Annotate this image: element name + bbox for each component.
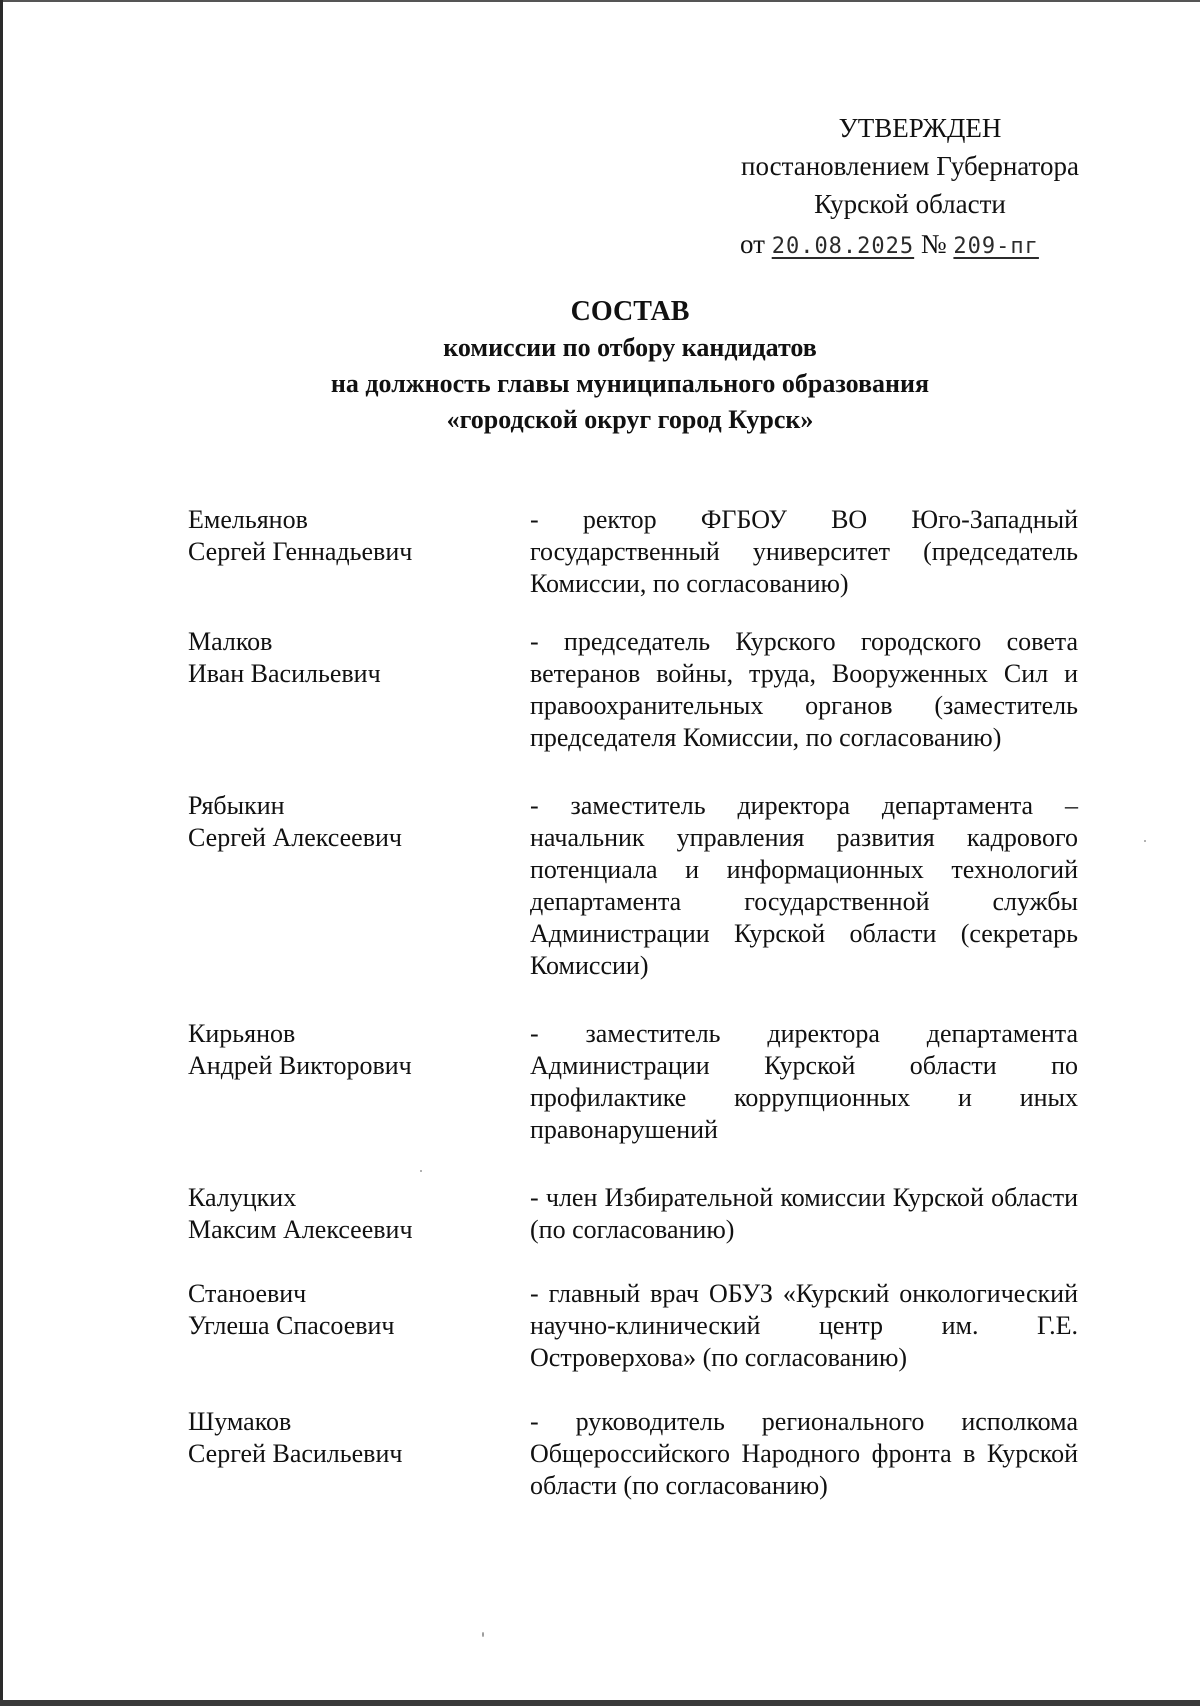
member-given-name: Сергей Васильевич: [188, 1439, 403, 1468]
scan-edge-top: [0, 0, 1200, 2]
member-given-name: Андрей Викторович: [188, 1051, 412, 1080]
scan-speck: [1144, 840, 1146, 842]
member-name: [188, 1018, 508, 1082]
member-surname: Малков: [188, 627, 273, 656]
scan-edge-bottom: [0, 1700, 1200, 1706]
member-given-name: Сергей Алексеевич: [188, 823, 402, 852]
approval-date-line: [740, 228, 1120, 263]
member-surname: Емельянов: [188, 505, 308, 534]
number-prefix: №: [920, 229, 947, 259]
member-role: - заместитель директора департамента – начальник управления развития кадрового потенциала и информационных технологий департамента государственной службы Администрации Курской области (секретарь Комиссии): [530, 791, 1078, 980]
member-role: - главный врач ОБУЗ «Курский онкологический научно-клинический центр им. Г.Е. Островерхова» (по согласованию): [530, 1279, 1078, 1372]
member-surname: Кирьянов: [188, 1019, 296, 1048]
document-heading: [260, 294, 1000, 438]
heading-line-1: комиссии по отбору кандидатов: [443, 333, 817, 362]
approval-number: 209-пг: [953, 234, 1039, 259]
member-role: - заместитель директора департамента Администрации Курской области по профилактике коррупционных и иных правонарушений: [530, 1019, 1078, 1144]
member-name: [188, 1182, 508, 1246]
heading-title: СОСТАВ: [570, 296, 690, 327]
member-surname: Рябыкин: [188, 791, 285, 820]
approval-authority: постановлением Губернатора: [741, 151, 1079, 181]
member-role: - руководитель регионального исполкома Общероссийского Народного фронта в Курской области (по согласованию): [530, 1407, 1078, 1500]
heading-line-2: на должность главы муниципального образования: [330, 369, 930, 398]
member-name: [188, 790, 508, 854]
member-role: - член Избирательной комиссии Курской области (по согласованию): [530, 1183, 1078, 1244]
member-name: [188, 1278, 508, 1342]
date-prefix: от: [740, 229, 765, 259]
scan-edge-left: [0, 0, 3, 1706]
heading-line-3: «городской округ город Курск»: [446, 405, 814, 434]
scan-speck: [420, 1170, 422, 1172]
member-given-name: Углеша Спасоевич: [188, 1311, 395, 1340]
member-name: [188, 1406, 508, 1470]
member-given-name: Сергей Геннадьевич: [188, 537, 413, 566]
member-role: - ректор ФГБОУ ВО Юго-Западный государственный университет (председатель Комиссии, по согласованию): [530, 505, 1078, 598]
approval-date: 20.08.2025: [771, 234, 915, 259]
member-surname: Калуцких: [188, 1183, 297, 1212]
approval-title: УТВЕРЖДЕН: [838, 113, 1002, 143]
member-given-name: Максим Алексеевич: [188, 1215, 413, 1244]
scan-speck: [482, 1632, 484, 1637]
member-role: - председатель Курского городского совета ветеранов войны, труда, Вооруженных Сил и правоохранительных органов (заместитель председателя Комиссии, по согласованию): [530, 627, 1078, 752]
member-name: [188, 626, 508, 690]
member-surname: Станоевич: [188, 1279, 307, 1308]
member-name: [188, 504, 508, 568]
member-given-name: Иван Васильевич: [188, 659, 381, 688]
member-surname: Шумаков: [188, 1407, 292, 1436]
approval-region: Курской области: [814, 189, 1006, 219]
